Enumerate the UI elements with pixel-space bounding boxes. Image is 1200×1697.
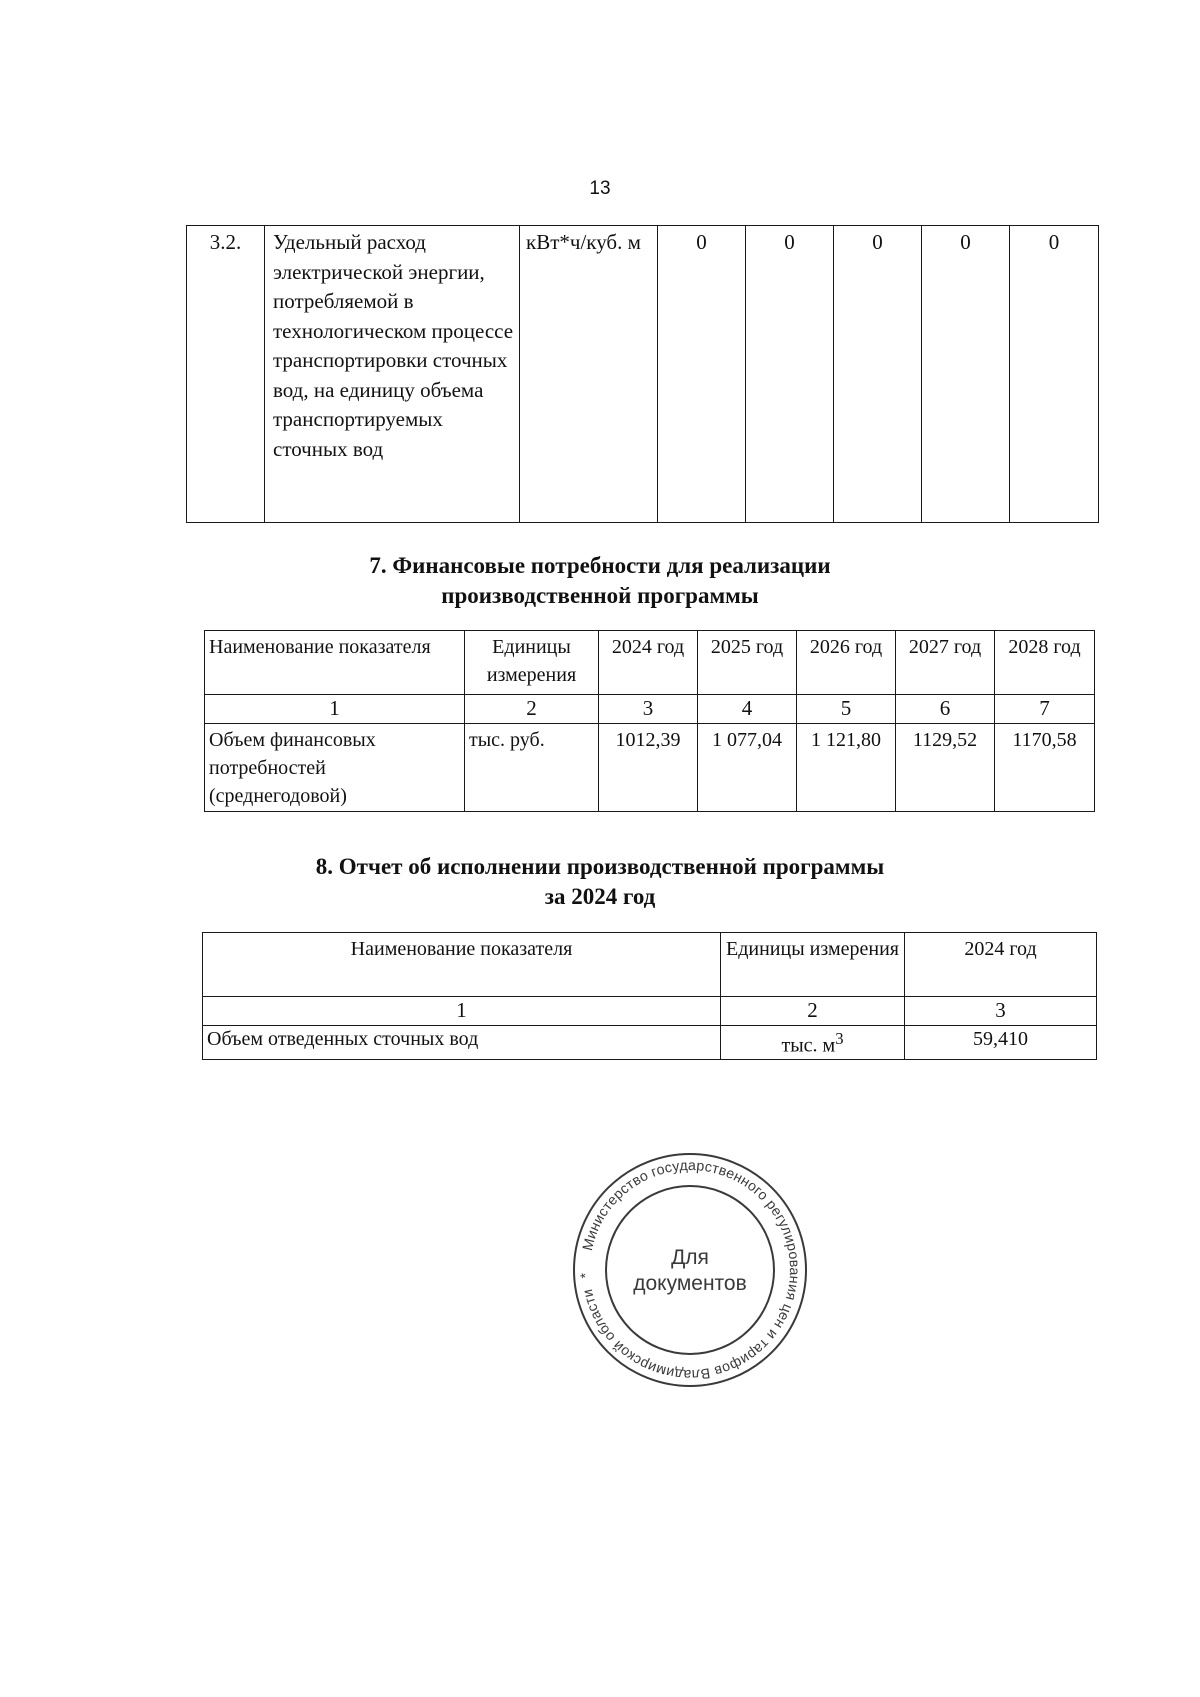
column-header: 2026 год [797, 631, 896, 695]
value-cell: 1 077,04 [698, 724, 797, 812]
section7-heading [0, 551, 1200, 611]
column-header: Единицы измерения [721, 933, 905, 997]
section8-title-line2: за 2024 год [544, 884, 656, 909]
column-header: 2024 год [905, 933, 1097, 997]
unit-text: тыс. м [781, 1034, 836, 1057]
energy-indicator-table [186, 225, 1099, 523]
indicator-unit: кВт*ч/куб. м [520, 226, 658, 523]
value-cell: 1012,39 [599, 724, 698, 812]
official-stamp [572, 1152, 808, 1388]
column-index: 3 [905, 997, 1097, 1026]
column-header: Наименование показателя [205, 631, 465, 695]
indicator-unit [721, 1026, 905, 1060]
row-number: 3.2. [187, 226, 265, 523]
value-cell: 1129,52 [896, 724, 995, 812]
column-header: Наименование показателя [203, 933, 721, 997]
section7-title-line2: производственной программы [441, 583, 759, 608]
column-header: 2025 год [698, 631, 797, 695]
value-cell: 0 [746, 226, 834, 523]
stamp-ring-label: Министерство государственного регулирования цен и тарифов Владимирской области [579, 1157, 803, 1383]
unit-superscript: 3 [835, 1029, 844, 1048]
indicator-name: Объем отведенных сточных вод [203, 1026, 721, 1060]
value-cell: 1170,58 [995, 724, 1095, 812]
value-cell: 0 [922, 226, 1010, 523]
column-header: Единицы измерения [465, 631, 599, 695]
page-number: 13 [589, 178, 611, 199]
stamp-ring-text [578, 1158, 802, 1382]
column-header: 2028 год [995, 631, 1095, 695]
column-index: 1 [205, 695, 465, 724]
table-header-row [205, 631, 1095, 695]
table-row [205, 724, 1095, 812]
program-report-table [202, 932, 1097, 1060]
indicator-name: Удельный расход электрической энергии, потребляемой в технологическом процессе транспортировки сточных вод, на единицу объема транспортируемых сточных вод [265, 226, 520, 523]
stamp-center-line2: документов [633, 1272, 747, 1295]
stamp-inner-ring [606, 1186, 774, 1354]
column-index: 3 [599, 695, 698, 724]
value-cell: 0 [658, 226, 746, 523]
column-index: 6 [896, 695, 995, 724]
column-index: 2 [465, 695, 599, 724]
column-index: 1 [203, 997, 721, 1026]
value-cell: 59,410 [905, 1026, 1097, 1060]
indicator-unit: тыс. руб. [465, 724, 599, 812]
column-index-row [203, 997, 1097, 1026]
table-row [187, 226, 1099, 523]
column-index-row [205, 695, 1095, 724]
table-row [203, 1026, 1097, 1060]
stamp-outer-ring [574, 1154, 806, 1386]
column-index: 4 [698, 695, 797, 724]
section8-title-line1: 8. Отчет об исполнении производственной программы [315, 854, 885, 879]
stamp-center-line1: Для [671, 1246, 709, 1269]
section8-heading [0, 852, 1200, 912]
stamp-star: * [578, 1272, 595, 1279]
column-index: 2 [721, 997, 905, 1026]
value-cell: 1 121,80 [797, 724, 896, 812]
column-index: 5 [797, 695, 896, 724]
section7-title-line1: 7. Финансовые потребности для реализации [369, 553, 831, 578]
table-header-row [203, 933, 1097, 997]
value-cell: 0 [1010, 226, 1099, 523]
financial-needs-table [204, 630, 1095, 812]
value-cell: 0 [834, 226, 922, 523]
indicator-name: Объем финансовых потребностей (среднегодовой) [205, 724, 465, 812]
column-index: 7 [995, 695, 1095, 724]
column-header: 2024 год [599, 631, 698, 695]
column-header: 2027 год [896, 631, 995, 695]
